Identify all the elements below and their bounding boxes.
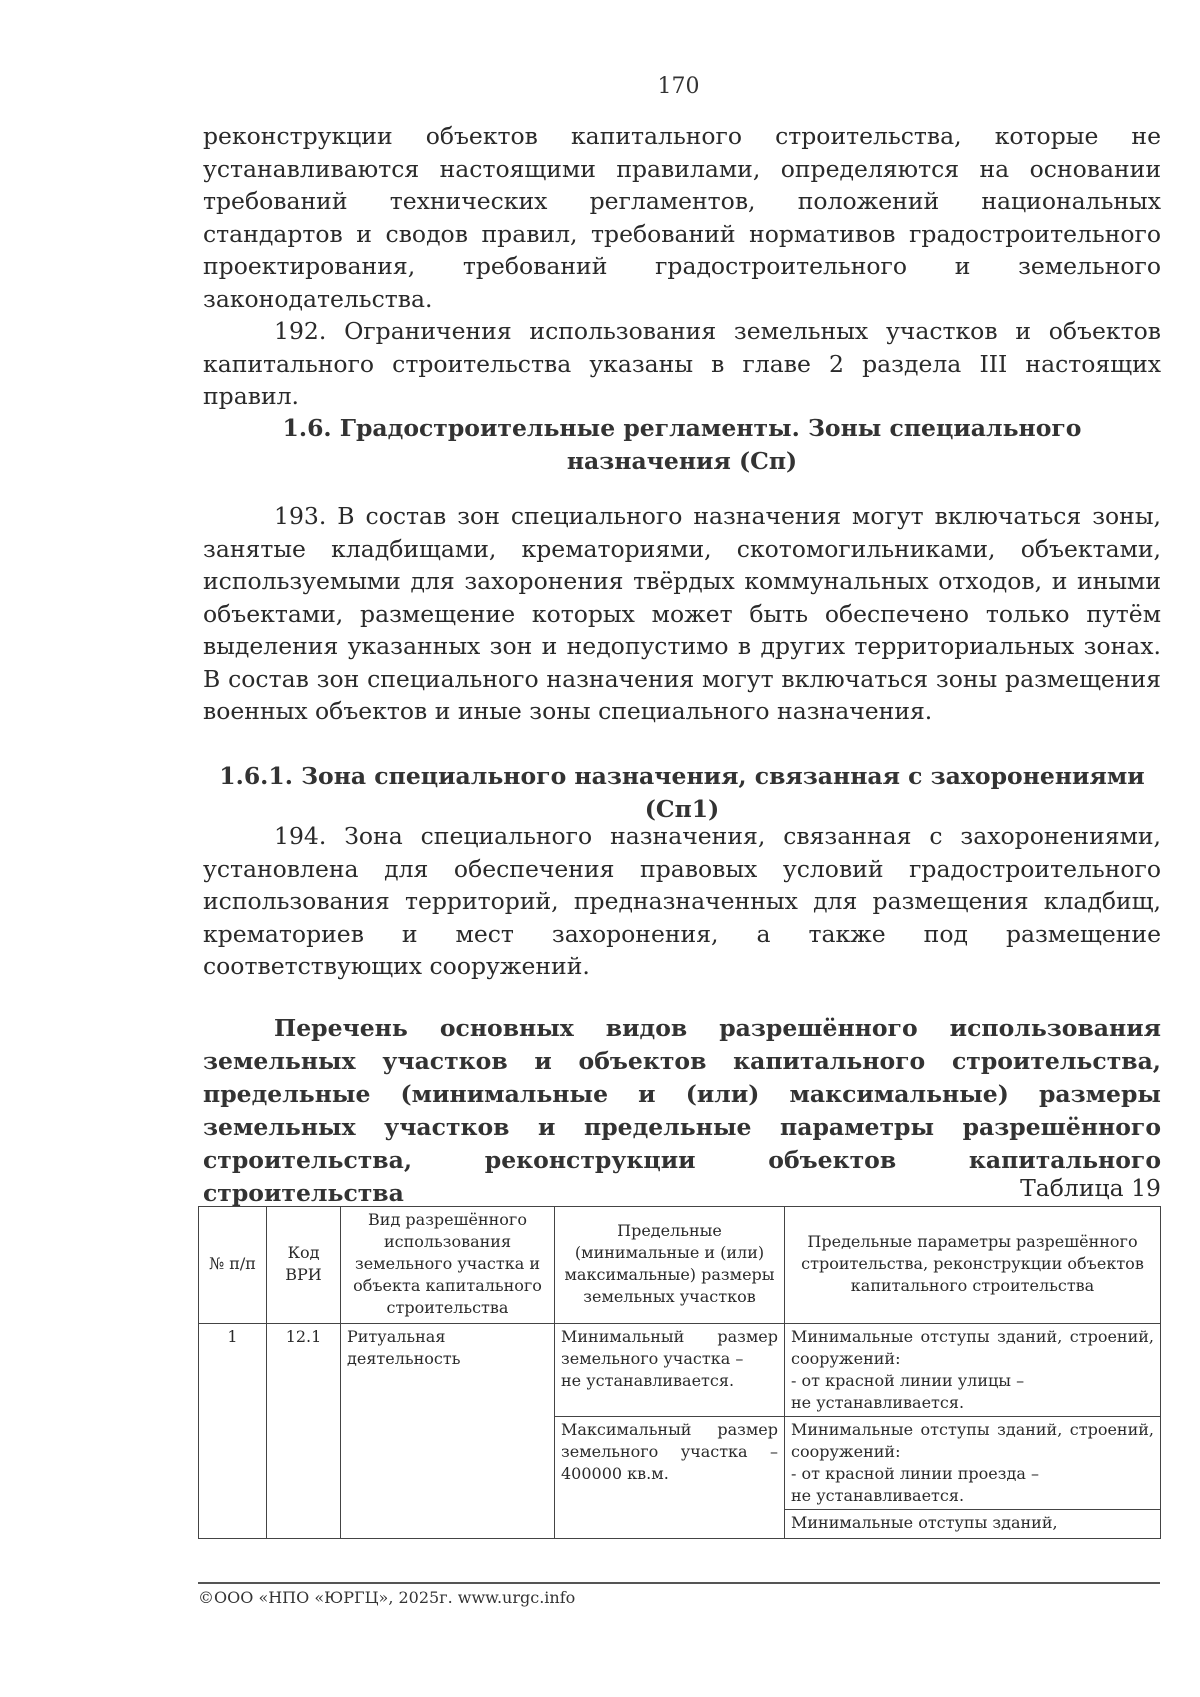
table-header-row [199,1207,1161,1324]
param-2-value: не устанавливается. [791,1486,965,1505]
header-params: Предельные параметры разрешённого строительства, реконструкции объектов капитального строительства [785,1207,1161,1324]
cell-size-max: Максимальный размер земельного участка – 400000 кв.м. [555,1417,785,1539]
param-3-title: Минимальные отступы зданий, [791,1513,1058,1532]
cell-size-min [555,1324,785,1417]
cell-param-3 [785,1510,1161,1539]
cell-code: 12.1 [267,1324,341,1539]
table-title: Перечень основных видов разрешённого использования земельных участков и объектов капитального строительства, предельные (минимальные и (или) максимальные) размеры земельных участков и предельные параметры разрешённого строительства, реконструкции объектов капитального строительства [203,1014,1161,1207]
table-label: Таблица 19 [1020,1174,1161,1202]
size-min-value: не устанавливается. [561,1371,735,1390]
paragraph-193-block [203,500,1161,728]
paragraph-194: 194. Зона специального назначения, связанная с захоронениями, установлена для обеспечения правовых условий градостроительного использования территорий, предназначенных для размещения кладбищ, крематориев и мест захоронения, а также под размещение соответствующих сооружений. [203,822,1161,980]
param-1-value: не устанавливается. [791,1393,965,1412]
size-min-label: Минимальный размер земельного участка – [561,1327,778,1368]
footer-text: ©ООО «НПО «ЮРГЦ», 2025г. www.urgc.info [198,1588,576,1607]
header-num: № п/п [199,1207,267,1324]
header-code: Код ВРИ [267,1207,341,1324]
footer-divider [198,1582,1160,1584]
table-row [199,1324,1161,1417]
regulations-table [198,1206,1161,1539]
param-2-item: - от красной линии проезда – [791,1464,1039,1483]
cell-param-1 [785,1324,1161,1417]
cell-num: 1 [199,1324,267,1539]
param-2-title: Минимальные отступы зданий, строений, сооружений: [791,1420,1154,1461]
cell-param-2 [785,1417,1161,1510]
section-heading-1-6-1: 1.6.1. Зона специального назначения, связанная с захоронениями (Сп1) [219,762,1145,823]
page-number: 170 [657,74,700,99]
intro-paragraph: реконструкции объектов капитального строительства, которые не устанавливаются настоящими правилами, определяются на основании требований технических регламентов, положений национальных стандартов и сводов правил, требований нормативов градостроительного проектирования, требований градостроительного и земельного законодательства. [203,122,1161,313]
paragraph-193: 193. В состав зон специального назначения могут включаться зоны, занятые кладбищами, крематориями, скотомогильниками, объектами, используемыми для захоронения твёрдых коммунальных отходов, и иными объектами, размещение которых может быть обеспечено только путём выделения указанных зон и недопустимо в других территориальных зонах. В состав зон специального назначения могут включаться зоны размещения военных объектов и иные зоны специального назначения. [203,502,1161,725]
cell-use: Ритуальная деятельность [341,1324,555,1539]
header-size: Предельные (минимальные и (или) максимальные) размеры земельных участков [555,1207,785,1324]
param-1-item: - от красной линии улицы – [791,1371,1025,1390]
paragraph-194-block [203,820,1161,983]
intro-block [203,120,1161,413]
paragraph-192: 192. Ограничения использования земельных участков и объектов капитального строительства указаны в главе 2 раздела III настоящих правил. [203,317,1161,410]
section-heading-1-6: 1.6. Градостроительные регламенты. Зоны специального назначения (Сп) [282,414,1082,475]
param-1-title: Минимальные отступы зданий, строений, сооружений: [791,1327,1154,1368]
header-use: Вид разрешённого использования земельного участка и объекта капитального строительства [341,1207,555,1324]
